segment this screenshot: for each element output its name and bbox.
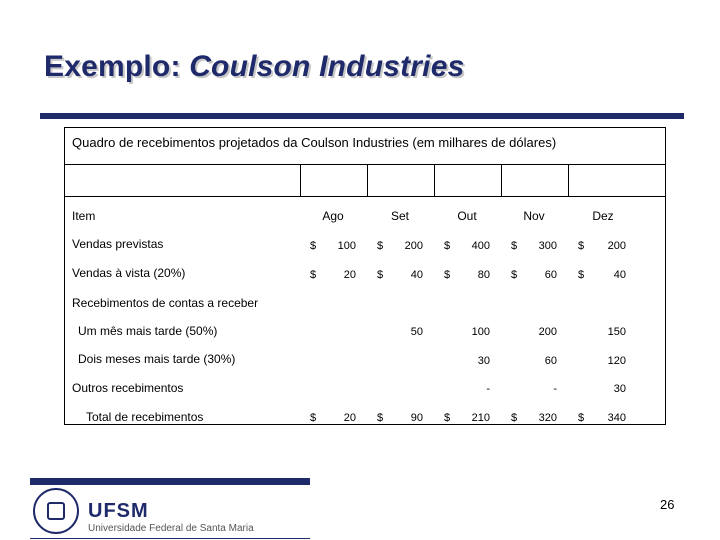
cell-value: 20 xyxy=(343,269,356,281)
row-label-vendas-previstas: Vendas previstas xyxy=(72,237,164,251)
currency-symbol: $ xyxy=(578,240,585,252)
cell-value: 210 xyxy=(471,412,490,424)
section-label-recebimentos: Recebimentos de contas a receber xyxy=(72,296,259,310)
header-month-ago: Ago xyxy=(322,209,344,223)
logo-name: UFSM xyxy=(88,500,149,522)
cell-value: 120 xyxy=(607,355,626,367)
table-divider xyxy=(434,164,435,196)
row-label-outros: Outros recebimentos xyxy=(72,381,184,395)
currency-symbol: $ xyxy=(310,269,317,281)
cell-value: 30 xyxy=(613,383,626,395)
cell-value: - xyxy=(553,383,557,395)
currency-symbol: $ xyxy=(377,269,384,281)
slide-title xyxy=(44,50,464,84)
row-label-um-mes: Um mês mais tarde (50%) xyxy=(78,324,218,338)
cell-value: 340 xyxy=(607,412,626,424)
cell-value: 60 xyxy=(544,355,557,367)
currency-symbol: $ xyxy=(511,240,518,252)
page-number: 26 xyxy=(660,497,675,512)
currency-symbol: $ xyxy=(310,240,317,252)
table-divider xyxy=(64,196,666,197)
table-divider xyxy=(501,164,502,196)
logo-subtitle: Universidade Federal de Santa Maria xyxy=(88,523,254,534)
cell-value: 90 xyxy=(410,412,423,424)
row-label-dois-meses: Dois meses mais tarde (30%) xyxy=(78,352,236,366)
footer-bar xyxy=(30,478,310,485)
cell-value: 80 xyxy=(477,269,490,281)
currency-symbol: $ xyxy=(511,412,518,424)
currency-symbol: $ xyxy=(377,412,384,424)
header-month-set: Set xyxy=(390,209,409,223)
currency-symbol: $ xyxy=(444,269,451,281)
currency-symbol: $ xyxy=(511,269,518,281)
cell-value: 150 xyxy=(607,326,626,338)
currency-symbol: $ xyxy=(444,240,451,252)
table-divider xyxy=(300,164,301,196)
cell-value: 320 xyxy=(538,412,557,424)
title-company: Coulson Industries xyxy=(189,50,465,83)
cell-value: 400 xyxy=(471,240,490,252)
cell-value: 200 xyxy=(404,240,423,252)
cell-value: 20 xyxy=(343,412,356,424)
currency-symbol: $ xyxy=(578,269,585,281)
header-month-out: Out xyxy=(457,209,477,223)
cell-value: 40 xyxy=(410,269,423,281)
table-divider xyxy=(367,164,368,196)
table-divider xyxy=(64,164,666,165)
currency-symbol: $ xyxy=(310,412,317,424)
university-seal-icon xyxy=(33,488,79,534)
footer-rule xyxy=(30,538,310,539)
cell-value: 100 xyxy=(337,240,356,252)
currency-symbol: $ xyxy=(578,412,585,424)
row-label-vendas-vista: Vendas à vista (20%) xyxy=(72,266,186,280)
table-caption: Quadro de recebimentos projetados da Coulson Industries (em milhares de dólares) xyxy=(72,135,557,150)
cell-value: 100 xyxy=(471,326,490,338)
currency-symbol: $ xyxy=(377,240,384,252)
title-main: Exemplo: xyxy=(44,50,181,83)
cell-value: 60 xyxy=(544,269,557,281)
header-month-nov: Nov xyxy=(523,209,545,223)
cell-value: 40 xyxy=(613,269,626,281)
cell-value: 200 xyxy=(607,240,626,252)
cell-value: 300 xyxy=(538,240,557,252)
header-month-dez: Dez xyxy=(592,209,614,223)
row-label-total: Total de recebimentos xyxy=(86,410,204,424)
cell-value: 200 xyxy=(538,326,557,338)
cell-value: 50 xyxy=(410,326,423,338)
title-divider xyxy=(40,113,684,119)
header-item: Item xyxy=(72,209,96,223)
cell-value: 30 xyxy=(477,355,490,367)
table-divider xyxy=(568,164,569,196)
currency-symbol: $ xyxy=(444,412,451,424)
cell-value: - xyxy=(486,383,490,395)
